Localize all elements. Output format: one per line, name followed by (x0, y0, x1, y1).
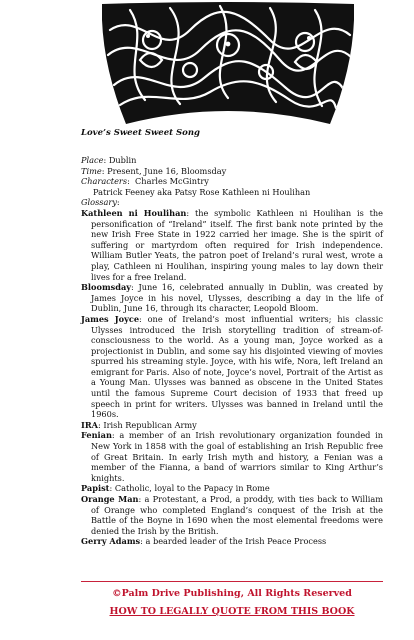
glossary-entry: Orange Man: a Protestant, a Prod, a proddy, with ties back to William of Orange who completed England’s conquest of the Irish at the Battle of the Boyne in 1690 when the most elemental freedoms were denied the Irish by the British. (81, 494, 383, 536)
time-line: Time: Present, June 16, Bloomsday (81, 165, 227, 176)
quote-policy-link[interactable]: HOW TO LEGALLY QUOTE FROM THIS BOOK (109, 606, 355, 617)
glossary-entry: IRA: Irish Republican Army (81, 419, 197, 430)
copyright-notice: ©Palm Drive Publishing, All Rights Reserved (112, 588, 352, 599)
glossary-entry: Bloomsday: June 16, celebrated annually in Dublin, was created by James Joyce in his novel, Ulysses, describing a day in the life of Dublin, June 16, through its character, Leopold Bloom. (81, 282, 383, 314)
place-line: Place: Dublin (81, 155, 137, 165)
glossary-content (81, 155, 383, 547)
glossary-entry: Gerry Adams: a bearded leader of the Irish Peace Process (81, 536, 327, 547)
celtic-knotwork-banner (100, 0, 356, 126)
glossary-entry: Papist: Catholic, loyal to the Papacy in Rome (81, 483, 270, 494)
glossary-heading: Glossary: (81, 197, 120, 208)
glossary-entry: James Joyce: one of Ireland’s most influential writers; his classic Ulysses introduced the Irish storytelling tradition of stream-of-consciousness to the world. As a young man, Joyce worked as a projectionist in Dublin, and some say his disjointed viewing of movies spurred his streaming style. Joyce, with his wife, Nora, left Ireland an emigrant for Paris. Also of note, Joyce’s novel, Portrait of the Artist as a Young Man. Ulysses was banned as obscene in the United States until the famous Supreme Court decision of 1933 that freed up speech in print for writers. Ulysses was banned in Ireland until the 1960s. (81, 313, 383, 420)
section-title: Love’s Sweet Sweet Song (81, 128, 200, 138)
glossary-entry: Fenian: a member of an Irish revolutionary organization founded in New York in 1858 with the goal of establishing an Irish Republic free of Great Britain. In early Irish myth and history, a Fenian was a member of the Fianna, a band of warriors similar to King Arthur’s knights. (81, 430, 383, 483)
characters-line: Characters: Charles McGintry (81, 176, 209, 187)
glossary-entry: Kathleen ni Houlihan: the symbolic Kathleen ni Houlihan is the personification of “Ireland” itself. The first bank note printed by the new Irish Free State in 1922 carried her image. She is the spirit of suffering or martyrdom often required for Irish independence. William Butler Yeats, the patron poet of Ireland’s rural west, wrote a play, Cathleen ni Houlihan, inspiring young males to lay down their lives for a free Ireland. (81, 207, 383, 282)
footer-divider (81, 581, 383, 582)
character-line: Patrick Feeney aka Patsy Rose Kathleen ni Houlihan (93, 186, 311, 197)
